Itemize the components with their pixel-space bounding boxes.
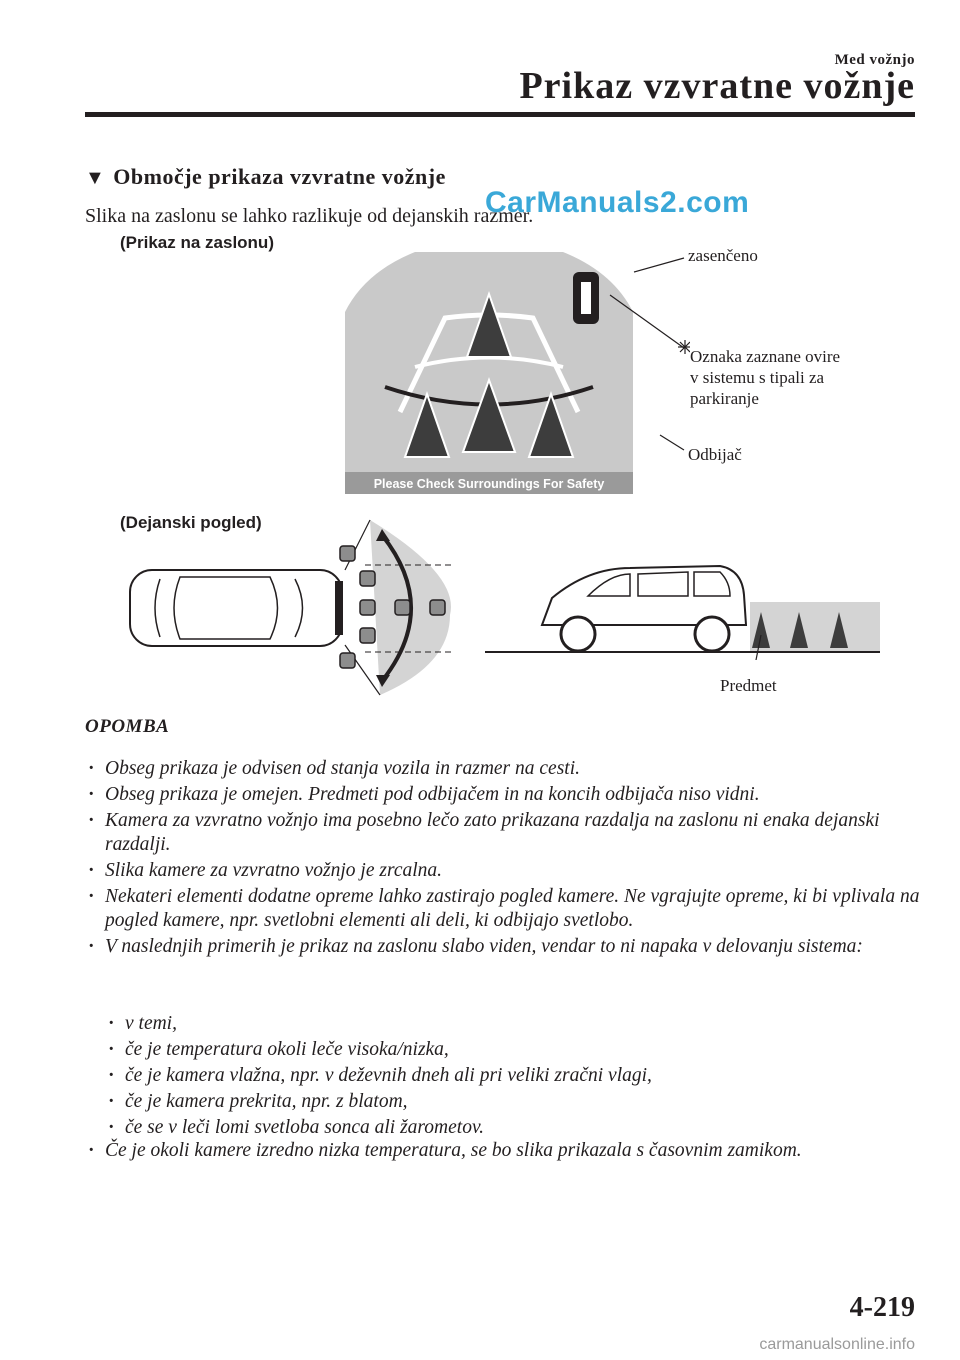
list-item: · če se v leči lomi svetloba sonca ali žarometov. — [105, 1116, 925, 1140]
callout-leaders — [600, 240, 690, 470]
note-heading: OPOMBA — [85, 716, 170, 737]
page-number: 4-219 — [849, 1292, 915, 1323]
callout-bumper: Odbijač — [688, 445, 742, 464]
footer-watermark: carmanualsonline.info — [759, 1336, 915, 1353]
screen-banner: Please Check Surroundings For Safety — [373, 477, 605, 491]
callout-marker-line-1: Oznaka zaznane ovire — [690, 347, 841, 366]
car-side-view — [542, 566, 746, 651]
note-list — [85, 757, 930, 961]
actual-label: (Dejanski pogled) — [120, 513, 262, 532]
list-item: · Obseg prikaza je odvisen od stanja vozila in razmer na cesti. — [85, 757, 930, 781]
list-item: · Obseg prikaza je omejen. Predmeti pod odbijačem in na koncih odbijača niso vidni. — [85, 783, 930, 807]
callout-shaded: zasenčeno — [688, 246, 758, 265]
note-final — [85, 1139, 935, 1165]
callout-marker-line-3: parkiranje — [690, 389, 759, 408]
car-top-view — [130, 570, 343, 646]
obstacle-marker-icon — [573, 272, 599, 324]
section-title-text: Območje prikaza vzvratne vožnje — [113, 164, 446, 189]
side-view-figure — [480, 560, 880, 660]
list-item: · Nekateri elementi dodatne opreme lahko zastirajo pogled kamere. Ne vgrajujte opreme, ki bi vplivala na pogled kamere, npr. svetlobni elementi ali deli, ki odbijajo svetlobo. — [85, 885, 930, 933]
header-rule — [85, 112, 915, 117]
top-view-figure — [120, 515, 460, 700]
marker-star-icon — [678, 340, 690, 354]
screen-display-figure — [345, 252, 633, 494]
header-title: Prikaz vzvratne vožnje — [519, 65, 915, 107]
list-item: · če je kamera vlažna, npr. v deževnih dneh ali pri veliki zračni vlagi, — [105, 1064, 925, 1088]
section-title — [85, 164, 446, 190]
list-item: · Če je okoli kamere izredno nizka temperatura, se bo slika prikazala s časovnim zamikom. — [85, 1139, 935, 1163]
triangle-bullet-icon: ▼ — [85, 167, 106, 189]
list-item: · v temi, — [105, 1012, 925, 1036]
list-item: · V naslednjih primerih je prikaz na zaslonu slabo viden, vendar to ni napaka v delovanju sistema: — [85, 935, 930, 959]
watermark: CarManuals2.com — [485, 186, 750, 219]
note-sublist — [105, 1012, 925, 1142]
list-item: · Kamera za vzvratno vožnjo ima posebno lečo zato prikazana razdalja na zaslonu ni enaka dejanski razdalji. — [85, 809, 930, 857]
list-item: · če je kamera prekrita, npr. z blatom, — [105, 1090, 925, 1114]
intro-text: Slika na zaslonu se lahko razlikuje od dejanskih razmer. — [85, 205, 534, 227]
header-section: Med vožnjo — [834, 52, 915, 68]
callout-marker-line-2: v sistemu s tipali za — [690, 368, 825, 387]
screen-label: (Prikaz na zaslonu) — [120, 233, 274, 252]
list-item: · Slika kamere za vzvratno vožnjo je zrcalna. — [85, 859, 930, 883]
list-item: · če je temperatura okoli leče visoka/nizka, — [105, 1038, 925, 1062]
object-label: Predmet — [720, 676, 777, 695]
